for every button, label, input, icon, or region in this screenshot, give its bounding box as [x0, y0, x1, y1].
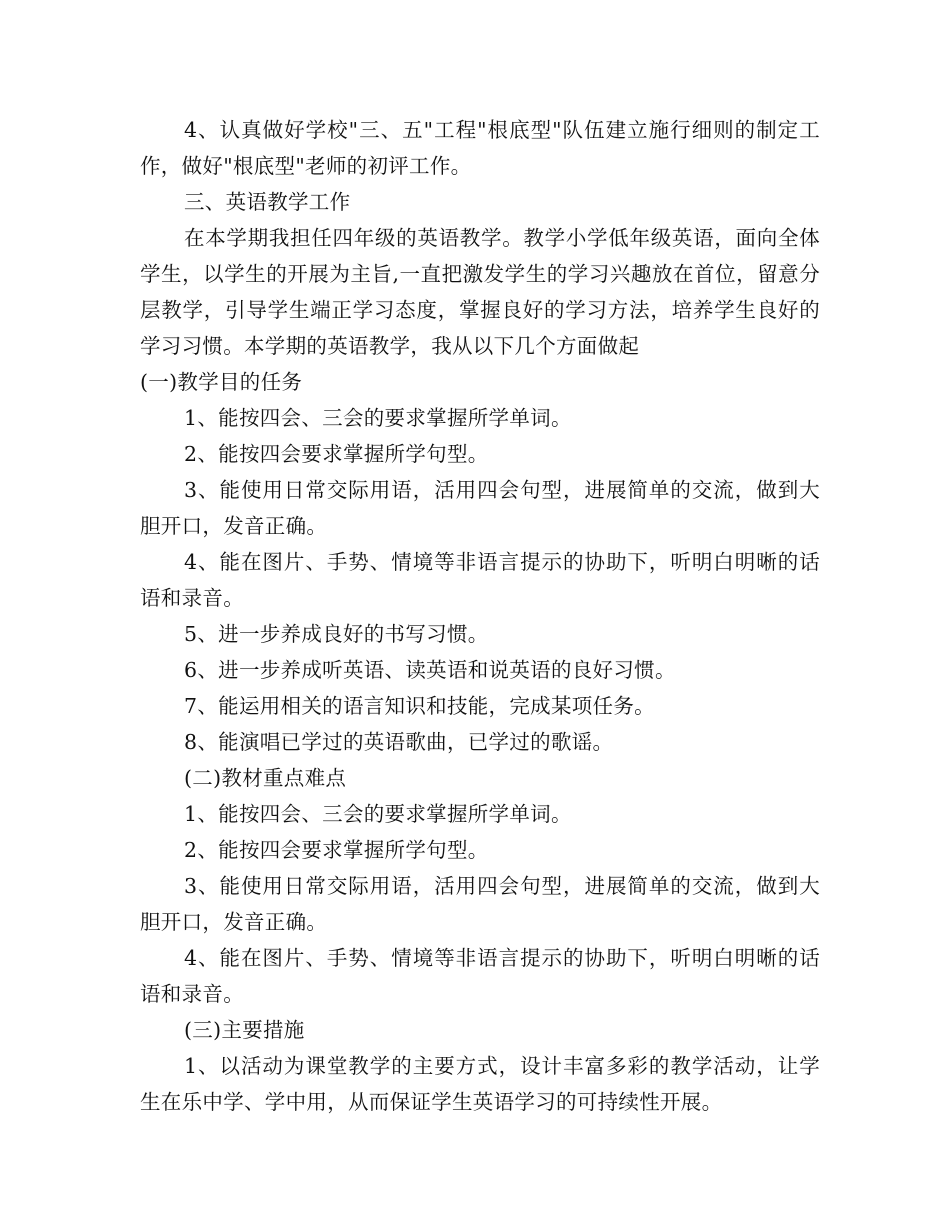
subheading-key-points: (二)教材重点难点 [184, 766, 347, 790]
goal-item-5: 5、进一步养成良好的书写习惯。 [184, 622, 489, 646]
subheading-teaching-goals: (一)教学目的任务 [140, 370, 303, 394]
goal-item-6: 6、进一步养成听英语、读英语和说英语的良好习惯。 [184, 658, 676, 682]
key-point-item-2: 2、能按四会要求掌握所学句型。 [184, 838, 489, 862]
section-heading-english-teaching: 三、英语教学工作 [184, 190, 351, 214]
goal-item-3: 3、能使用日常交际用语，活用四会句型，进展简单的交流，做到大胆开口，发音正确。 [140, 478, 820, 538]
goal-item-1: 1、能按四会、三会的要求掌握所学单词。 [184, 406, 572, 430]
measure-item-1: 1、以活动为课堂教学的主要方式，设计丰富多彩的教学活动，让学生在乐中学、学中用，从而保证学生英语学习的可持续性开展。 [140, 1054, 820, 1114]
goal-item-4: 4、能在图片、手势、情境等非语言提示的协助下，听明白明晰的话语和录音。 [140, 550, 820, 610]
key-point-item-1: 1、能按四会、三会的要求掌握所学单词。 [184, 802, 572, 826]
goal-item-7: 7、能运用相关的语言知识和技能，完成某项任务。 [184, 694, 655, 718]
goal-item-2: 2、能按四会要求掌握所学句型。 [184, 442, 489, 466]
key-point-item-4: 4、能在图片、手势、情境等非语言提示的协助下，听明白明晰的话语和录音。 [140, 946, 820, 1006]
paragraph-english-intro: 在本学期我担任四年级的英语教学。教学小学低年级英语，面向全体学生，以学生的开展为主旨,一直把激发学生的学习兴趣放在首位，留意分层教学，引导学生端正学习态度，掌握良好的学习方法，培养学生良好的学习习惯。本学期的英语教学，我从以下几个方面做起 [140, 226, 820, 358]
subheading-main-measures: (三)主要措施 [184, 1018, 305, 1042]
goal-item-8: 8、能演唱已学过的英语歌曲，已学过的歌谣。 [184, 730, 614, 754]
paragraph-item-4-basic-team: 4、认真做好学校"三、五"工程"根底型"队伍建立施行细则的制定工作，做好"根底型"老师的初评工作。 [140, 118, 820, 178]
key-point-item-3: 3、能使用日常交际用语，活用四会句型，进展简单的交流，做到大胆开口，发音正确。 [140, 874, 820, 934]
